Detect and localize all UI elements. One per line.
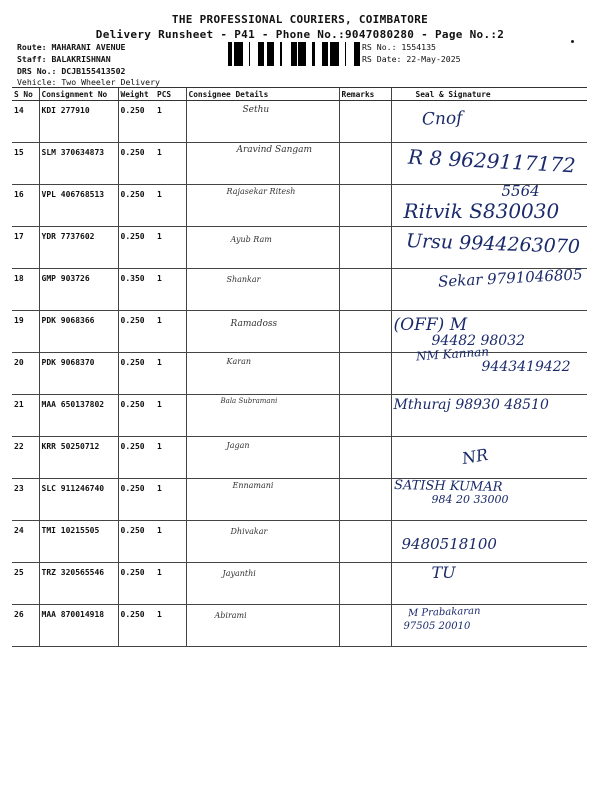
cell-pcs: 1: [155, 437, 186, 479]
cell-remarks: [339, 479, 391, 521]
cell-consignment-no: SLC 911246740: [39, 479, 118, 521]
consignee-handwriting: Ramadoss: [230, 319, 278, 329]
table-row: [12, 143, 587, 185]
cell-pcs: 1: [155, 353, 186, 395]
runsheet-table: [12, 87, 587, 647]
table-row: [12, 395, 587, 437]
cell-remarks: [339, 605, 391, 647]
cell-remarks: [339, 437, 391, 479]
consignee-handwriting: Bala Subramani: [220, 397, 278, 405]
cell-remarks: [339, 143, 391, 185]
consignee-handwriting: Karan: [226, 357, 251, 366]
cell-weight: 0.250: [118, 353, 155, 395]
rs-date: RS Date: 22-May-2025: [362, 54, 461, 64]
table-header-row: [12, 88, 587, 101]
cell-signature: [391, 479, 587, 521]
cell-signature: [391, 395, 587, 437]
consignee-handwriting: Ennamani: [232, 481, 274, 490]
col-header-weight: Weight: [118, 88, 155, 101]
signature-phone: 9443419422: [481, 359, 571, 375]
signature-handwriting: TU: [431, 563, 456, 582]
cell-consignment-no: TRZ 320565546: [39, 563, 118, 605]
cell-consignment-no: PDK 9068366: [39, 311, 118, 353]
cell-sno: 19: [12, 311, 39, 353]
cell-consignment-no: KDI 277910: [39, 101, 118, 143]
cell-signature: [391, 437, 587, 479]
cell-consignee: [186, 479, 339, 521]
consignee-handwriting: Ayub Ram: [230, 235, 272, 244]
col-header-sno: S No: [12, 88, 39, 101]
cell-weight: 0.250: [118, 395, 155, 437]
table-row: [12, 227, 587, 269]
cell-weight: 0.250: [118, 563, 155, 605]
cell-remarks: [339, 311, 391, 353]
cell-signature: [391, 101, 587, 143]
cell-signature: [391, 521, 587, 563]
table-row: [12, 101, 587, 143]
company-title: THE PROFESSIONAL COURIERS, COIMBATORE: [171, 13, 429, 26]
vehicle-label: Vehicle: Two Wheeler Delivery: [17, 77, 160, 87]
rs-number: RS No.: 1554135: [362, 42, 436, 52]
staff-label: Staff: BALAKRISHNAN: [17, 54, 111, 64]
cell-pcs: 1: [155, 143, 186, 185]
cell-sno: 17: [12, 227, 39, 269]
table-row: [12, 563, 587, 605]
signature-phone: 94482 98032: [431, 333, 526, 349]
col-header-consignment: Consignment No: [39, 88, 118, 101]
consignee-handwriting: Aravind Sangam: [236, 145, 313, 155]
signature-handwriting: NR: [460, 444, 489, 469]
runsheet-subtitle: Delivery Runsheet - P41 - Phone No.:9047080280 - Page No.:2: [95, 28, 505, 41]
cell-consignee: [186, 311, 339, 353]
table-row: [12, 311, 587, 353]
cell-weight: 0.250: [118, 521, 155, 563]
cell-weight: 0.250: [118, 227, 155, 269]
signature-handwriting: SATISH KUMAR: [393, 478, 503, 495]
cell-signature: [391, 563, 587, 605]
cell-signature: [391, 344, 587, 395]
cell-consignee: [186, 395, 339, 437]
drs-number: DRS No.: DCJB155413502: [17, 66, 126, 76]
cell-sno: 26: [12, 605, 39, 647]
cell-sno: 25: [12, 563, 39, 605]
consignee-handwriting: Abirami: [214, 611, 247, 620]
cell-consignment-no: YDR 7737602: [39, 227, 118, 269]
cell-consignee: [186, 437, 339, 479]
cell-consignee: [186, 101, 339, 143]
cell-pcs: 1: [155, 395, 186, 437]
route-label: Route: MAHARANI AVENUE: [17, 42, 126, 52]
cell-remarks: [339, 395, 391, 437]
table-row: [12, 185, 587, 227]
cell-sno: 16: [12, 185, 39, 227]
table-row: [12, 437, 587, 479]
cell-consignment-no: MAA 870014918: [39, 605, 118, 647]
table-row: [12, 269, 587, 311]
cell-consignment-no: GMP 903726: [39, 269, 118, 311]
table-row: [12, 605, 587, 647]
cell-consignment-no: VPL 406768513: [39, 185, 118, 227]
signature-handwriting: Sekar 9791046805: [437, 265, 583, 291]
cell-weight: 0.250: [118, 437, 155, 479]
cell-pcs: 1: [155, 311, 186, 353]
cell-sno: 14: [12, 101, 39, 143]
signature-phone: 984 20 33000: [431, 493, 509, 506]
cell-sno: 15: [12, 143, 39, 185]
cell-pcs: 1: [155, 605, 186, 647]
cell-weight: 0.250: [118, 185, 155, 227]
col-header-pcs: PCS: [155, 88, 186, 101]
cell-pcs: 1: [155, 101, 186, 143]
cell-consignee: [186, 185, 339, 227]
signature-phone: 97505 20010: [403, 621, 471, 632]
cell-consignee: [186, 605, 339, 647]
cell-pcs: 1: [155, 563, 186, 605]
cell-consignment-no: SLM 370634873: [39, 143, 118, 185]
signature-phone: Ritvik S830030: [403, 199, 560, 223]
signature-handwriting: M Prabakaran: [407, 605, 481, 620]
cell-consignee: [186, 353, 339, 395]
cell-weight: 0.250: [118, 143, 155, 185]
signature-handwriting: Cnof: [421, 108, 463, 130]
consignee-handwriting: Shankar: [226, 275, 261, 284]
cell-remarks: [339, 563, 391, 605]
cell-consignment-no: TMI 10215505: [39, 521, 118, 563]
cell-weight: 0.350: [118, 269, 155, 311]
cell-pcs: 1: [155, 185, 186, 227]
scan-speck: [571, 40, 574, 43]
cell-consignee: [186, 227, 339, 269]
cell-weight: 0.250: [118, 311, 155, 353]
cell-remarks: [339, 521, 391, 563]
cell-sno: 23: [12, 479, 39, 521]
cell-sno: 18: [12, 269, 39, 311]
cell-remarks: [339, 185, 391, 227]
signature-handwriting: Ursu 9944263070: [405, 229, 580, 259]
cell-remarks: [339, 101, 391, 143]
cell-weight: 0.250: [118, 605, 155, 647]
cell-consignment-no: PDK 9068370: [39, 353, 118, 395]
cell-signature: [391, 143, 587, 185]
cell-pcs: 1: [155, 521, 186, 563]
cell-pcs: 1: [155, 269, 186, 311]
cell-signature: [391, 265, 587, 311]
cell-consignee: [186, 143, 339, 185]
cell-sno: 22: [12, 437, 39, 479]
cell-sno: 21: [12, 395, 39, 437]
signature-handwriting: 9480518100: [401, 535, 497, 553]
cell-sno: 20: [12, 353, 39, 395]
cell-signature: [391, 605, 587, 647]
table-row: [12, 353, 587, 395]
signature-handwriting: R 8 9629117172: [406, 144, 576, 178]
cell-consignment-no: MAA 650137802: [39, 395, 118, 437]
consignee-handwriting: Jayanthi: [222, 569, 256, 578]
cell-consignee: [186, 269, 339, 311]
signature-handwriting: Mthuraj 98930 48510: [393, 397, 549, 413]
signature-handwriting: 5564: [501, 182, 540, 200]
signature-handwriting: NM Kannan: [415, 344, 489, 364]
table-row: [12, 479, 587, 521]
col-header-remarks: Remarks: [339, 88, 391, 101]
cell-consignment-no: KRR 50250712: [39, 437, 118, 479]
cell-weight: 0.250: [118, 101, 155, 143]
cell-signature: [391, 311, 587, 353]
cell-consignee: [186, 521, 339, 563]
cell-signature: [391, 227, 587, 269]
cell-sno: 24: [12, 521, 39, 563]
cell-signature: [391, 182, 587, 227]
col-header-consignee: Consignee Details: [186, 88, 339, 101]
table-row: [12, 521, 587, 563]
cell-pcs: 1: [155, 227, 186, 269]
cell-remarks: [339, 227, 391, 269]
col-header-signature: Seal & Signature: [391, 88, 587, 101]
consignee-handwriting: Sethu: [242, 105, 270, 115]
cell-remarks: [339, 353, 391, 395]
cell-consignee: [186, 563, 339, 605]
barcode: [228, 42, 360, 66]
cell-pcs: 1: [155, 479, 186, 521]
signature-handwriting: (OFF) M: [393, 315, 468, 335]
consignee-handwriting: Jagan: [226, 441, 250, 450]
cell-remarks: [339, 269, 391, 311]
consignee-handwriting: Dhivakar: [230, 527, 268, 536]
cell-weight: 0.250: [118, 479, 155, 521]
consignee-handwriting: Rajasekar Ritesh: [226, 187, 296, 196]
